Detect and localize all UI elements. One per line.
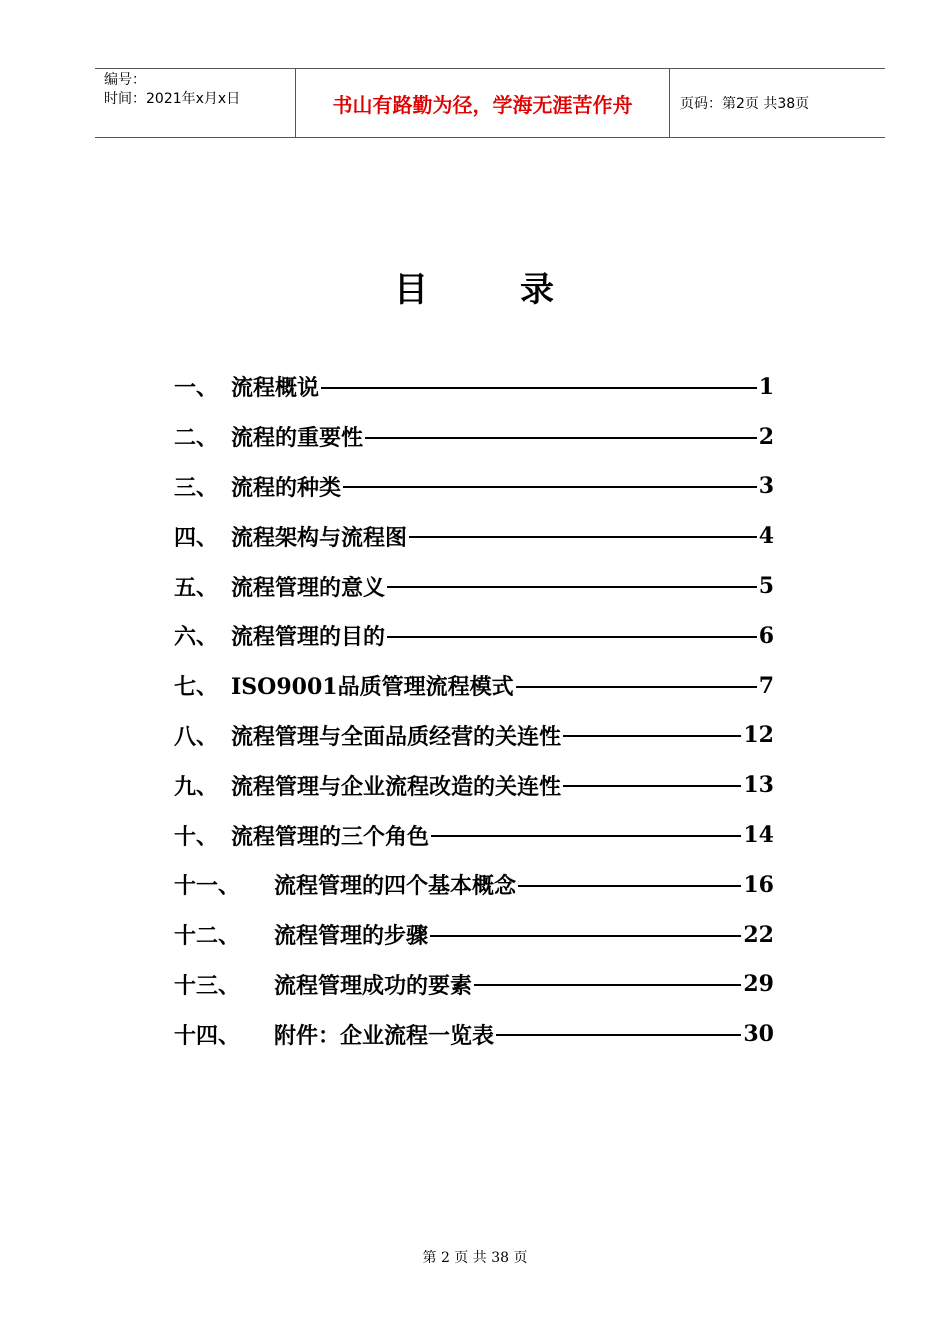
toc-title: ISO9001品质管理流程模式	[231, 674, 514, 701]
toc-page-number: 1	[758, 373, 774, 400]
toc-entry[interactable]	[174, 611, 774, 661]
toc-entry[interactable]	[174, 511, 774, 561]
toc-leader	[474, 984, 741, 986]
toc-entry[interactable]	[174, 711, 774, 761]
toc-number: 十二、	[174, 923, 241, 950]
toc-title: 流程管理的步骤	[274, 923, 429, 950]
toc-page-number: 22	[743, 921, 774, 948]
toc-number: 八、	[174, 723, 219, 750]
toc-entry[interactable]	[174, 561, 774, 611]
toc-page-number: 4	[758, 523, 774, 550]
header-meta	[95, 69, 296, 137]
toc-number: 二、	[174, 425, 219, 452]
toc-page-number: 6	[758, 622, 774, 649]
toc-entry[interactable]	[174, 810, 774, 860]
toc-entry[interactable]	[174, 462, 774, 512]
toc-title: 流程概说	[231, 375, 320, 402]
table-of-contents	[174, 362, 774, 1059]
toc-title: 流程管理与全面品质经营的关连性	[231, 723, 562, 750]
header-motto: 书山有路勤为径，学海无涯苦作舟	[296, 69, 670, 137]
page-title	[0, 262, 950, 311]
toc-number: 十一、	[174, 873, 241, 900]
toc-number: 一、	[174, 375, 219, 402]
toc-leader	[365, 437, 757, 439]
toc-title: 附件：企业流程一览表	[274, 1022, 495, 1049]
toc-page-number: 30	[743, 1021, 774, 1048]
toc-entry[interactable]	[174, 910, 774, 960]
toc-leader	[387, 586, 757, 588]
header-page-info: 页码：第2页 共38页	[680, 96, 810, 112]
toc-title: 流程管理的四个基本概念	[274, 873, 517, 900]
toc-leader	[516, 686, 757, 688]
toc-number: 五、	[174, 574, 219, 601]
toc-leader	[321, 387, 757, 389]
time-label: 时间：2021年x月x日	[104, 91, 241, 107]
toc-entry[interactable]	[174, 412, 774, 462]
toc-leader	[409, 536, 757, 538]
page-header	[95, 68, 885, 138]
toc-number: 七、	[174, 674, 219, 701]
toc-title: 流程管理的意义	[231, 574, 386, 601]
toc-entry[interactable]	[174, 960, 774, 1010]
page-footer: 第 2 页 共 38 页	[422, 1250, 528, 1266]
toc-leader	[563, 735, 741, 737]
toc-page-number: 29	[743, 971, 774, 998]
toc-title: 流程架构与流程图	[231, 524, 408, 551]
serial-label: 编号：	[104, 72, 146, 88]
toc-title: 流程管理与企业流程改造的关连性	[231, 773, 562, 800]
toc-leader	[343, 486, 757, 488]
toc-page-number: 5	[758, 573, 774, 600]
toc-leader	[387, 636, 757, 638]
toc-number: 十三、	[174, 972, 241, 999]
toc-page-number: 12	[743, 722, 774, 749]
toc-leader	[496, 1034, 741, 1036]
toc-title: 流程管理的目的	[231, 624, 386, 651]
toc-entry[interactable]	[174, 362, 774, 412]
toc-entry[interactable]	[174, 860, 774, 910]
toc-number: 三、	[174, 474, 219, 501]
toc-leader	[563, 785, 741, 787]
title-left: 目	[394, 270, 430, 310]
toc-title: 流程管理成功的要素	[274, 972, 473, 999]
toc-leader	[431, 835, 741, 837]
toc-page-number: 7	[758, 672, 774, 699]
toc-number: 十四、	[174, 1022, 241, 1049]
toc-page-number: 2	[758, 423, 774, 450]
toc-entry[interactable]	[174, 1009, 774, 1059]
toc-number: 九、	[174, 773, 219, 800]
toc-entry[interactable]	[174, 760, 774, 810]
title-right: 录	[520, 270, 556, 310]
toc-number: 四、	[174, 524, 219, 551]
toc-title: 流程管理的三个角色	[231, 823, 430, 850]
toc-leader	[518, 885, 741, 887]
toc-title: 流程的重要性	[231, 425, 364, 452]
toc-number: 六、	[174, 624, 219, 651]
toc-entry[interactable]	[174, 661, 774, 711]
toc-page-number: 3	[758, 473, 774, 500]
toc-page-number: 16	[743, 871, 774, 898]
toc-title: 流程的种类	[231, 474, 342, 501]
toc-page-number: 13	[743, 772, 774, 799]
toc-leader	[430, 935, 741, 937]
toc-number: 十、	[174, 823, 219, 850]
toc-page-number: 14	[743, 822, 774, 849]
